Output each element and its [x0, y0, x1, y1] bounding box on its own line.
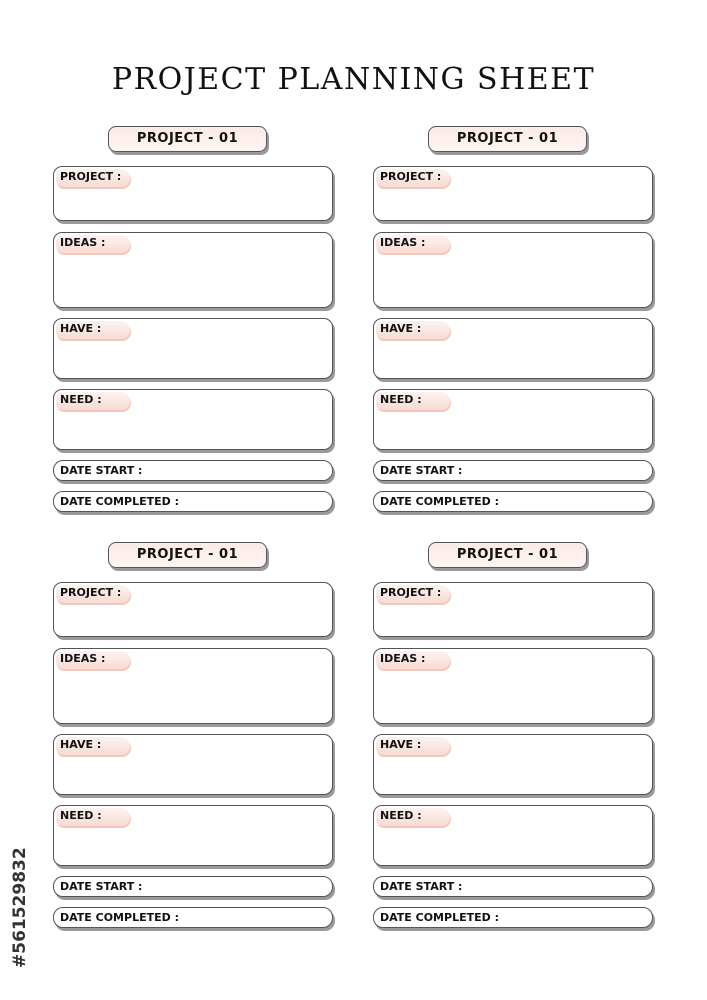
project-block — [53, 542, 335, 934]
have-label: HAVE : — [376, 321, 450, 339]
project-field[interactable] — [373, 166, 653, 221]
ideas-label: IDEAS : — [56, 651, 130, 669]
project-field[interactable] — [53, 582, 333, 637]
ideas-field[interactable] — [53, 232, 333, 308]
project-header: PROJECT - 01 — [108, 126, 267, 152]
have-field[interactable] — [53, 734, 333, 795]
project-block — [373, 126, 655, 518]
have-field[interactable] — [373, 734, 653, 795]
have-field[interactable] — [373, 318, 653, 379]
need-label: NEED : — [376, 392, 450, 410]
date-start-field[interactable]: DATE START : — [53, 876, 333, 897]
project-header: PROJECT - 01 — [428, 126, 587, 152]
need-field[interactable] — [53, 805, 333, 866]
date-start-field[interactable]: DATE START : — [373, 460, 653, 481]
have-label: HAVE : — [376, 737, 450, 755]
ideas-field[interactable] — [373, 232, 653, 308]
ideas-label: IDEAS : — [56, 235, 130, 253]
project-label: PROJECT : — [376, 169, 450, 187]
date-completed-field[interactable]: DATE COMPLETED : — [53, 491, 333, 512]
need-label: NEED : — [56, 392, 130, 410]
need-field[interactable] — [53, 389, 333, 450]
need-label: NEED : — [376, 808, 450, 826]
project-label: PROJECT : — [56, 169, 130, 187]
ideas-label: IDEAS : — [376, 235, 450, 253]
date-start-field[interactable]: DATE START : — [53, 460, 333, 481]
date-completed-field[interactable]: DATE COMPLETED : — [53, 907, 333, 928]
ideas-label: IDEAS : — [376, 651, 450, 669]
have-field[interactable] — [53, 318, 333, 379]
need-label: NEED : — [56, 808, 130, 826]
project-field[interactable] — [373, 582, 653, 637]
project-block — [53, 126, 335, 518]
project-header: PROJECT - 01 — [108, 542, 267, 568]
project-header: PROJECT - 01 — [428, 542, 587, 568]
date-start-field[interactable]: DATE START : — [373, 876, 653, 897]
date-completed-field[interactable]: DATE COMPLETED : — [373, 907, 653, 928]
project-label: PROJECT : — [376, 585, 450, 603]
date-completed-field[interactable]: DATE COMPLETED : — [373, 491, 653, 512]
project-field[interactable] — [53, 166, 333, 221]
need-field[interactable] — [373, 805, 653, 866]
have-label: HAVE : — [56, 737, 130, 755]
project-label: PROJECT : — [56, 585, 130, 603]
ideas-field[interactable] — [53, 648, 333, 724]
stock-image-id: #561529832 — [10, 847, 30, 968]
project-block — [373, 542, 655, 934]
page-title: PROJECT PLANNING SHEET — [111, 62, 596, 97]
ideas-field[interactable] — [373, 648, 653, 724]
have-label: HAVE : — [56, 321, 130, 339]
need-field[interactable] — [373, 389, 653, 450]
